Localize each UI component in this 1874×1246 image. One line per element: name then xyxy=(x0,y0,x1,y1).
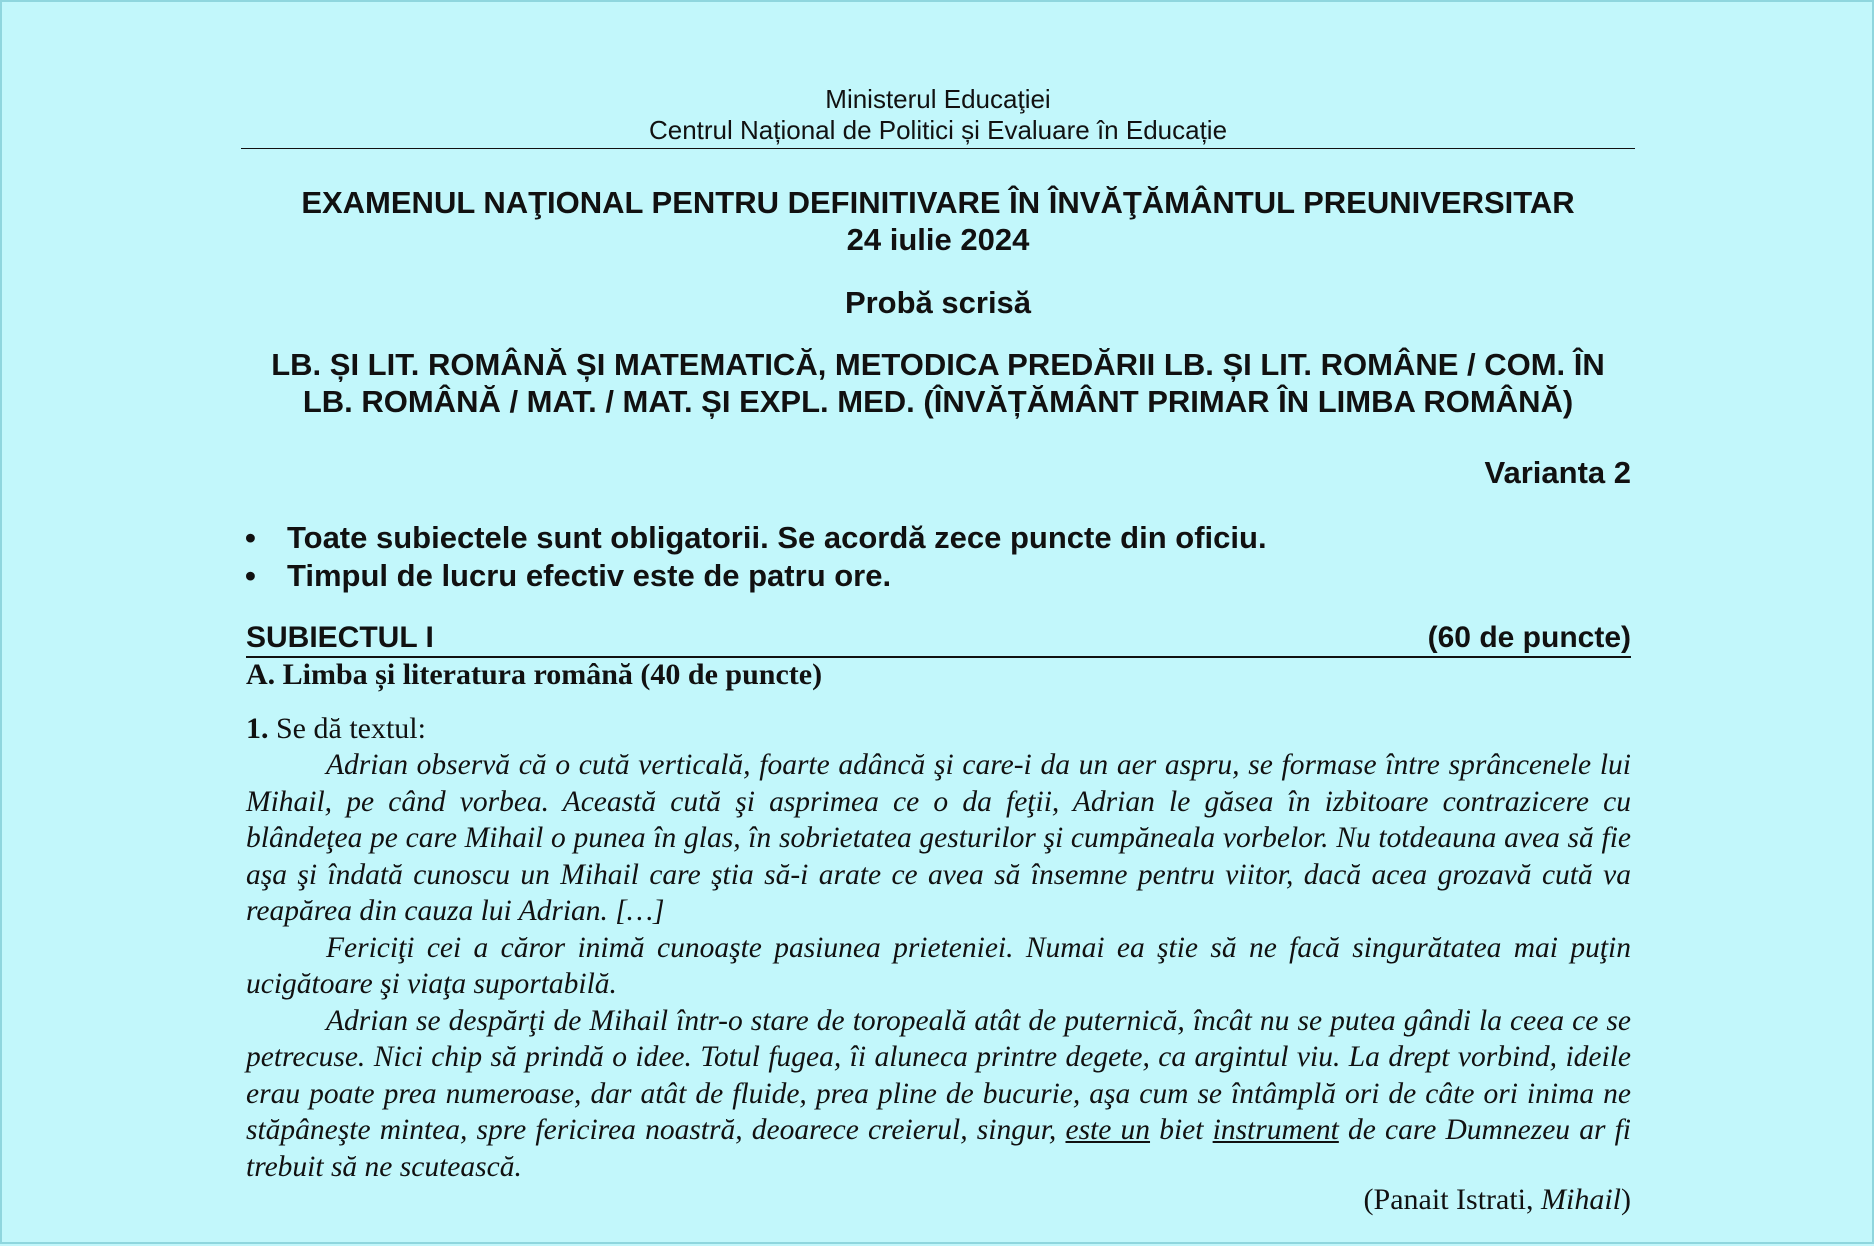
discipline-line-2: LB. ROMÂNĂ / MAT. / MAT. ȘI EXPL. MED. (ÎNVĂȚĂMÂNT PRIMAR ÎN LIMBA ROMÂNĂ) xyxy=(302,384,1574,419)
question-text: Se dă textul: xyxy=(276,712,426,745)
passage-paragraph-1: Adrian observă că o cută verticală, foarte adâncă şi care-i da un aer aspru, se formase între sprâncenele lui Mihail, pe când vorbea. Această cută şi asprimea ce o da feţii, Adrian le găsea în izbitoare contrazicere cu blândeţea pe care Mihail o punea în glas, în sobrietatea gesturilor şi cumpăneala vorbelor. Nu totdeauna avea să fie aşa şi îndată cunoscu un Mihail care ştia să-i arate ce avea să însemne pentru viitor, dacă acea grozavă cută va reapărea din cauza lui Adrian. […] xyxy=(246,749,1631,927)
passage-source xyxy=(1364,1182,1631,1218)
subject-points: (60 de puncte) xyxy=(1427,621,1631,654)
exam-date: 24 iulie 2024 xyxy=(846,222,1030,257)
exam-title-block xyxy=(241,184,1635,258)
bullet-icon: • xyxy=(245,558,256,593)
variant-label: Varianta 2 xyxy=(1484,455,1631,490)
ministry-name: Ministerul Educaţiei xyxy=(825,84,1051,114)
header-divider xyxy=(241,148,1635,149)
literary-passage xyxy=(246,747,1631,1185)
question-1-prompt xyxy=(246,711,426,747)
source-author: (Panait Istrati, xyxy=(1363,1183,1534,1216)
underlined-word: instrument xyxy=(1212,1114,1339,1146)
test-type: Probă scrisă xyxy=(844,285,1032,320)
paragraph-3-end: de care Dumnezeu ar fi trebuit să ne scutească. xyxy=(246,1114,1631,1183)
instructions-list xyxy=(245,519,1635,595)
source-close: ) xyxy=(1621,1183,1631,1216)
exam-page xyxy=(2,2,1874,1246)
section-a-heading: A. Limba și literatura română (40 de puncte) xyxy=(246,658,823,691)
passage-paragraph-2: Fericiţi cei a căror inimă cunoaşte pasiunea prieteniei. Numai ea ştie să ne facă singurătatea mai puţin ucigătoare şi viaţa suportabilă. xyxy=(246,931,1631,1000)
exam-title: EXAMENUL NAŢIONAL PENTRU DEFINITIVARE ÎN ÎNVĂŢĂMÂNTUL PREUNIVERSITAR xyxy=(301,185,1575,220)
center-name: Centrul Național de Politici și Evaluare în Educație xyxy=(648,115,1228,145)
passage-paragraph-3 xyxy=(246,1003,1631,1186)
subject-heading xyxy=(246,620,1631,658)
instruction-text: Timpul de lucru efectiv este de patru ore. xyxy=(287,558,892,593)
question-number: 1. xyxy=(246,712,269,745)
bullet-icon: • xyxy=(245,520,256,555)
instruction-text: Toate subiectele sunt obligatorii. Se acordă zece puncte din oficiu. xyxy=(287,520,1267,555)
paragraph-3-word: biet xyxy=(1159,1114,1204,1146)
underlined-phrase: este un xyxy=(1065,1114,1151,1146)
document-header xyxy=(241,84,1635,146)
discipline-block xyxy=(241,346,1635,420)
instruction-item xyxy=(245,557,1635,595)
discipline-line-1: LB. ȘI LIT. ROMÂNĂ ȘI MATEMATICĂ, METODICA PREDĂRII LB. ȘI LIT. ROMÂNE / COM. ÎN xyxy=(271,347,1605,382)
paragraph-3-text: Adrian se despărţi de Mihail într-o stare de toropeală atât de puternică, încât nu se putea gândi la ceea ce se petrecuse. Nici chip să prindă o idee. Totul fugea, îi aluneca printre degete, ca argintul viu. La drept vorbind, ideile erau poate prea numeroase, dar atât de fluide, prea pline de bucurie, aşa cum se întâmplă ori de câte ori inima ne stăpâneşte mintea, spre fericirea noastră, deoarece creierul, singur, xyxy=(246,1004,1631,1146)
source-title: Mihail xyxy=(1541,1183,1621,1216)
instruction-item xyxy=(245,519,1635,557)
subject-title: SUBIECTUL I xyxy=(246,621,434,654)
